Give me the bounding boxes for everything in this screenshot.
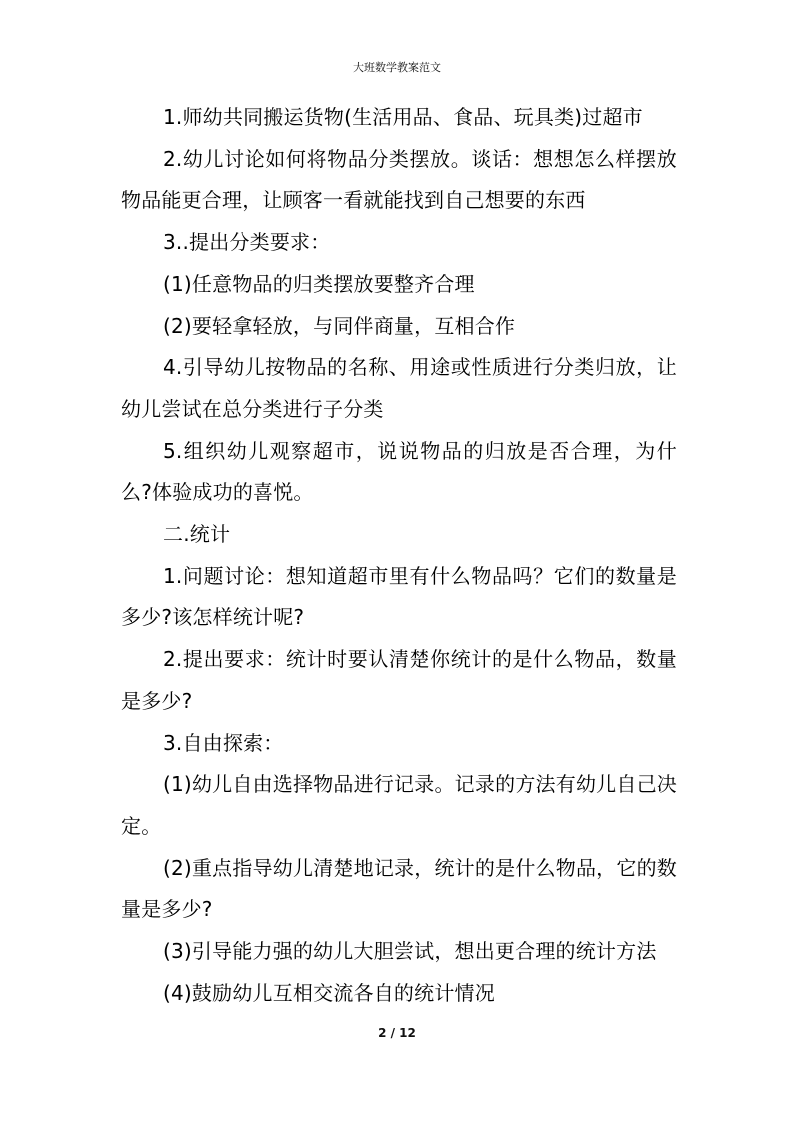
section-heading: 二.统计 [163, 522, 231, 547]
paragraph: (2)重点指导幼儿清楚地记录，统计的是什么物品，它的数量是多少? [121, 855, 677, 922]
paragraph: 1.问题讨论：想知道超市里有什么物品吗？它们的数量是多少?该怎样统计呢? [121, 563, 677, 630]
paragraph: (2)要轻拿轻放，与同伴商量，互相合作 [163, 313, 516, 338]
paragraph: (1)任意物品的归类摆放要整齐合理 [163, 271, 475, 296]
paragraph: 1.师幼共同搬运货物(生活用品、食品、玩具类)过超市 [163, 105, 643, 129]
paragraph: 5.组织幼儿观察超市，说说物品的归放是否合理，为什么?体验成功的喜悦。 [121, 438, 677, 505]
page-footer [0, 1025, 794, 1041]
paragraph: 4.引导幼儿按物品的名称、用途或性质进行分类归放，让幼儿尝试在总分类进行子分类 [121, 355, 677, 421]
paragraph: 2.幼儿讨论如何将物品分类摆放。谈话：想想怎么样摆放物品能更合理，让顾客一看就能找到自己想要的东西 [121, 146, 677, 213]
page-number: 2 / 12 [378, 1026, 416, 1040]
paragraph: (1)幼儿自由选择物品进行记录。记录的方法有幼儿自己决定。 [121, 772, 677, 838]
paragraph: 3..提出分类要求： [163, 230, 331, 255]
paragraph: (4)鼓励幼儿互相交流各自的统计情况 [163, 980, 495, 1005]
paragraph: (3)引导能力强的幼儿大胆尝试，想出更合理的统计方法 [163, 939, 657, 964]
document-body [121, 97, 677, 1014]
paragraph: 2.提出要求：统计时要认清楚你统计的是什么物品，数量是多少? [121, 647, 677, 713]
document-title: 大班数学教案范文 [353, 61, 441, 74]
paragraph: 3.自由探索： [163, 730, 284, 755]
page-header [0, 60, 794, 76]
